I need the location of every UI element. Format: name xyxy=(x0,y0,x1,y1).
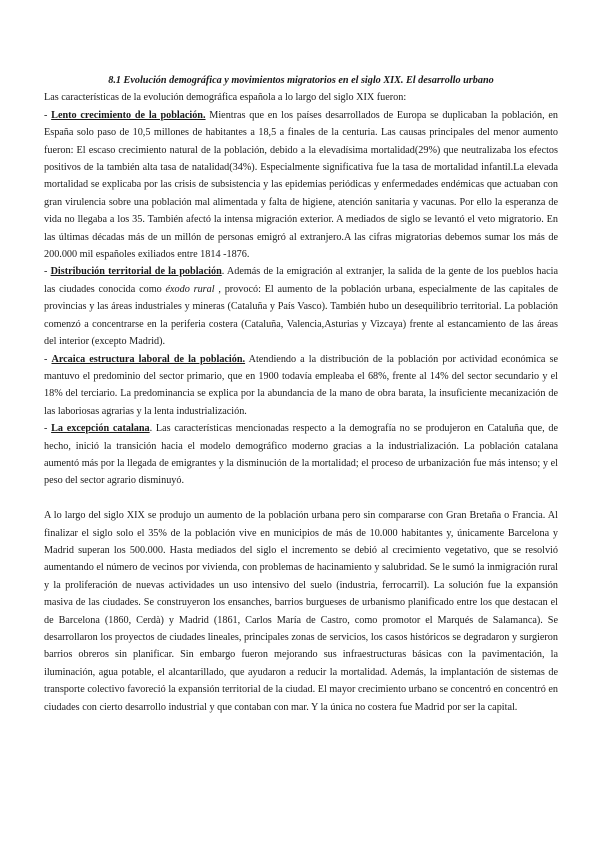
closing-paragraph: A lo largo del siglo XIX se produjo un aumento de la población urbana pero sin compararse con Gran Bretaña o Francia. Al finalizar el siglo solo el 35% de la población vive en municipios de más de 10.000 habitantes y, únicamente Barcelona y Madrid superan los 500.000. Hasta mediados del siglo el incremento se debió al crecimiento vegetativo, que se resolvió aumentando el número de vecinos por vivienda, con problemas de hacinamiento y salubridad. Se le sumó la inmigración rural y la proliferación de nuevas actividades un uso intensivo del suelo (industria, ferrocarril). La solución fue la expansión masiva de las ciudades. Se construyeron los ensanches, barrios burgueses de urbanismo planificado entre los que destacan el de Barcelona (1860, Cerdà) y Madrid (1861, Carlos María de Castro, como promotor el Marqués de Salamanca). Se desarrollaron los proyectos de ciudades lineales, principales zonas de servicios, los casos históricos se degradaron y surgieron barrios obreros sin planificar. Sin embargo fueron mejorando sus infraestructuras básicas con la pavimentación, la iluminación, agua potable, el alcantarillado, que ayudaron a reducir la mortalidad. Además, la implantación de sistemas de transporte colectivo favoreció la expansión territorial de la ciudad. El mayor crecimiento urbano se concentró en concentró en ciudades con cierto desarrollo industrial y que contaban con mar. Y la única no costera fue Madrid por ser la capital. xyxy=(44,510,558,713)
item-prefix: - xyxy=(44,109,52,121)
item-heading: Arcaica estructura laboral de la población. xyxy=(51,353,246,365)
document-title: 8.1 Evolución demográfica y movimientos migratorios en el siglo XIX. El desarrollo urbano xyxy=(108,75,494,86)
item-prefix: - xyxy=(44,353,52,365)
item-heading: La excepción catalana xyxy=(51,423,150,435)
item-text: . Las características mencionadas respecto a la demografía no se produjeron en Cataluña que, de hecho, inició la transición hacia el modelo demográfico moderno gracias a la industrialización. La población catalana aumentó más por la llegada de emigrantes y la disminución de la mortalidad; el proceso de urbanización fue más intenso; y el peso del sector agrario disminuyó. xyxy=(44,423,558,487)
item-text: Mientras que en los países desarrollados de Europa se duplicaban la población, en España solo paso de 10,5 millones de habitantes a 18,5 a finales de la centuria. Las causas principales del menor aumento fueron: El escaso crecimiento natural de la población, debido a la elevadísima mortalidad(29%) que neutralizaba los efectos positivos de la también alta tasa de natalidad(34%). Especialmente significativa fue la tasa de mortalidad infantil.La elevada mortalidad se explicaba por las crisis de subsistencia y las epidemias periódicas y enfermedades endémicas que actuaban con gran virulencia sobre una población mal alimentada y falta de higiene, atención sanitaria y vacunas. Por ello la esperanza de vida no llegaba a los 35. También afectó la intensa migración exterior. A mediados de siglo se levantó el veto migratorio. En las últimas décadas más de un millón de personas emigró al extranjero.A las cifras migratorias debemos sumar los más de 200.000 mil españoles exiliados entre 1814 -1876. xyxy=(44,109,558,261)
item-text: . Además de la emigración al extranjer, la salida de la gente de los pueblos hacia las ciudades conocida como xyxy=(44,266,558,295)
list-item-territorial-distribution xyxy=(44,263,558,350)
item-heading: Lento crecimiento de la población. xyxy=(51,109,206,121)
item-italic-term: éxodo rural xyxy=(165,283,215,295)
item-text: Atendiendo a la distribución de la población por actividad económica se mantuvo el predominio del sector primario, que en 1900 todavía empleaba el 68%, frente al 14% del sector secundario y el 18% del terciario. La predominancia se explica por la abundancia de la mano de obra barata, la insuficiente mecanización de las laboriosas agrarias y la lenta industrialización. xyxy=(44,353,558,417)
paragraph-gap xyxy=(44,490,558,507)
item-prefix: - xyxy=(44,423,52,435)
list-item-catalan-exception xyxy=(44,420,558,490)
item-prefix: - xyxy=(44,266,51,278)
item-heading: Distribución territorial de la población xyxy=(50,266,222,278)
list-item-labor-structure xyxy=(44,351,558,421)
item-text: , provocó: El aumento de la población urbana, especialmente de las capitales de provincias y las áreas industriales y mineras (Cataluña y País Vasco). También hubo un desequilibrio territorial. La población comenzó a concentrarse en la periferia costera (Cataluña, Valencia,Asturias y Vizcaya) frente al estancamiento de las áreas del interior (excepto Madrid). xyxy=(44,283,558,348)
list-item-population-growth xyxy=(44,107,558,264)
intro-paragraph: Las características de la evolución demográfica española a lo largo del siglo XIX fueron: xyxy=(44,92,407,104)
